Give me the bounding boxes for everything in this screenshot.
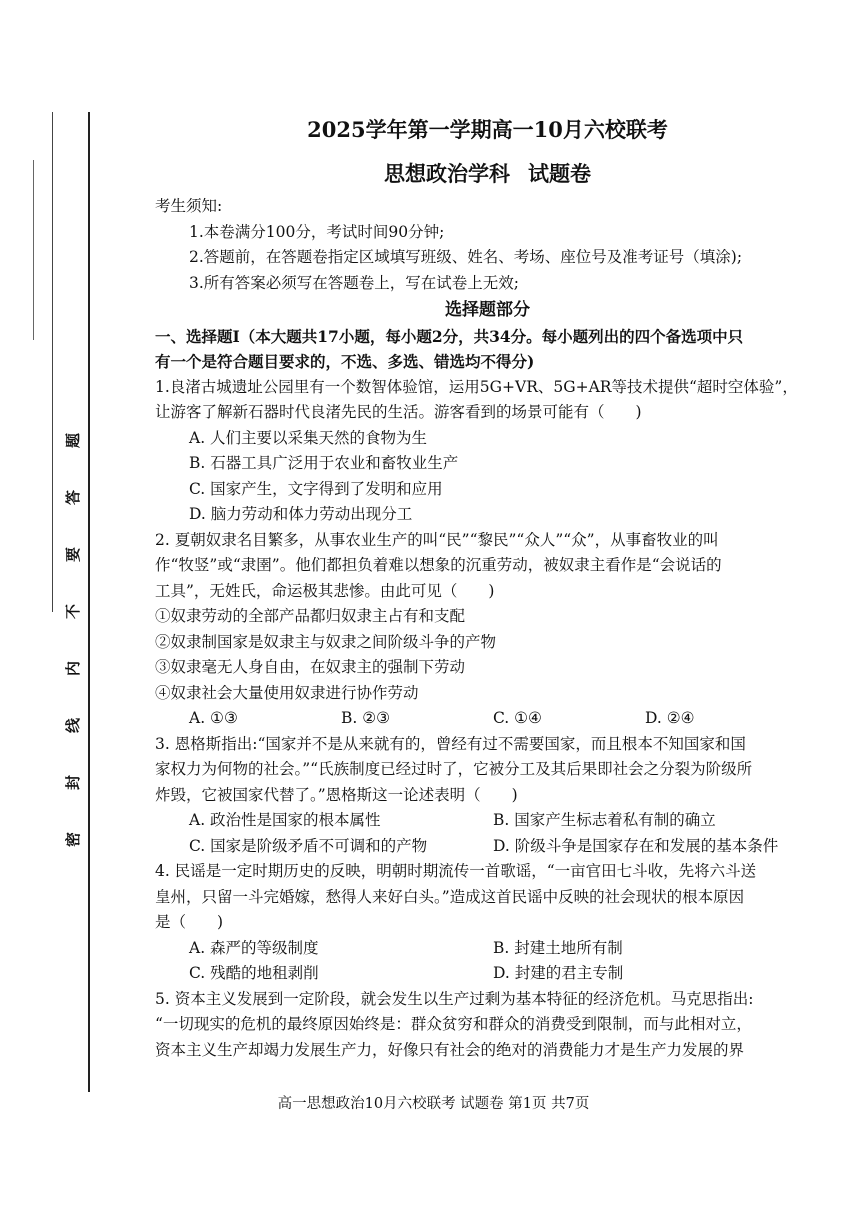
question-2 [155,528,820,732]
question-3 [155,732,820,860]
option: C. 国家产生，文字得到了发明和应用 [189,479,443,498]
question-text: 作“牧竖”或“隶圉”。他们都担负着难以想象的沉重劳动，被奴隶主看作是“会说话的 [155,556,722,574]
option: C. 残酷的地租剥削 [189,964,319,982]
option-row [155,961,820,987]
part-intro: 有一个是符合题目要求的，不选、多选、错选均不得分) [155,352,535,371]
section-title: 选择题部分 [445,300,530,320]
question-5 [155,987,820,1064]
seal-char: 密 [64,831,83,848]
option: A. 人们主要以采集天然的食物为生 [189,428,428,447]
option-row [155,706,820,732]
margin-edge-line [52,112,53,612]
exam-subtitle [155,160,820,188]
option: B. 石器工具广泛用于农业和畜牧业生产 [189,454,459,472]
exam-title: 2025学年第一学期高一10月六校联考 [307,117,668,142]
question-text: 工具”，无姓氏，命运极其悲惨。由此可见（ ) [155,581,495,600]
option: D. 脑力劳动和体力劳动出现分工 [189,505,413,523]
option: A. 政治性是国家的根本属性 [189,811,381,829]
question-text: 家权力为何物的社会。”“氏族制度已经过时了，它被分工及其后果即社会之分裂为阶级所 [155,760,753,778]
question-4 [155,859,820,987]
seal-char: 内 [64,660,83,677]
option: D. ②④ [645,709,695,727]
seal-char: 要 [64,546,83,563]
seal-char: 答 [64,489,83,506]
option: B. 国家产生标志着私有制的确立 [493,811,716,829]
question-text: “一切现实的危机的最终原因始终是：群众贫穷和群众的消费受到限制，而与此相对立， [155,1015,752,1033]
statement: ③奴隶毫无人身自由，在奴隶主的强制下劳动 [155,658,466,676]
option: B. 封建土地所有制 [493,938,623,957]
exam-content [155,112,820,1063]
option-row [155,808,820,834]
seal-char: 题 [64,432,83,449]
question-text: 让游客了解新石器时代良渚先民的生活。游客看到的场景可能有（ ) [155,403,642,421]
margin-edge-line-secondary [33,160,34,340]
option-row [155,834,820,860]
question-text: 是（ ) [155,913,224,931]
question-text: 3. 恩格斯指出:“国家并不是从来就有的，曾经有过不需要国家，而且根本不知国家和国 [155,734,746,753]
page-footer: 高一思想政治10月六校联考 试题卷 第1页 共7页 [277,1096,590,1112]
option: C. ①④ [493,709,542,727]
paper-label: 试题卷 [528,161,591,186]
notice-item: 2.答题前，在答题卷指定区域填写班级、姓名、考场、座位号及准考证号（填涂); [189,248,743,266]
question-text: 2. 夏朝奴隶名目繁多，从事农业生产的叫“民”“黎民”“众人”“众”，从事畜牧业的叫 [155,530,719,549]
seal-char: 不 [64,603,83,620]
question-text: 5. 资本主义发展到一定阶段，就会发生以生产过剩为基本特征的经济危机。马克思指出: [155,989,754,1008]
binding-line [88,112,90,1092]
seal-char: 封 [64,774,83,791]
option-row [155,936,820,962]
question-text: 炸毁，它被国家代替了。”恩格斯这一论述表明（ ) [155,785,518,804]
option: A. ①③ [189,709,238,727]
notice-block [155,194,820,296]
subject-label: 思想政治学科 [384,161,510,186]
notice-item: 3.所有答案必须写在答题卷上，写在试卷上无效; [189,273,520,292]
seal-char: 线 [64,717,83,734]
option: A. 森严的等级制度 [189,938,319,957]
statement: ①奴隶劳动的全部产品都归奴隶主占有和支配 [155,607,466,625]
option: D. 阶级斗争是国家存在和发展的基本条件 [493,836,779,855]
option: C. 国家是阶级矛盾不可调和的产物 [189,836,428,855]
option: B. ②③ [341,709,391,727]
statement: ④奴隶社会大量使用奴隶进行协作劳动 [155,683,419,702]
seal-line-text [60,430,86,850]
question-text: 4. 民谣是一定时期历史的反映，明朝时期流传一首歌谣，“一亩官田七斗收，先将六斗送 [155,862,757,880]
question-text: 资本主义生产却竭力发展生产力，好像只有社会的绝对的消费能力才是生产力发展的界 [155,1040,745,1059]
statement: ②奴隶制国家是奴隶主与奴隶之间阶级斗争的产物 [155,632,497,651]
part-intro: 一、选择题Ⅰ（本大题共17小题，每小题2分，共34分。每小题列出的四个备选项中只 [155,326,744,346]
notice-heading: 考生须知: [155,197,223,215]
notice-item: 1.本卷满分100分，考试时间90分钟; [189,222,445,241]
question-text: 1.良渚古城遗址公园里有一个数智体验馆，运用5G+VR、5G+AR等技术提供“超时空体验”， [155,377,798,396]
question-1 [155,375,820,528]
option: D. 封建的君主专制 [493,964,624,982]
question-text: 皇州，只留一斗完婚嫁，愁得人来好白头。”造成这首民谣中反映的社会现状的根本原因 [155,887,745,906]
